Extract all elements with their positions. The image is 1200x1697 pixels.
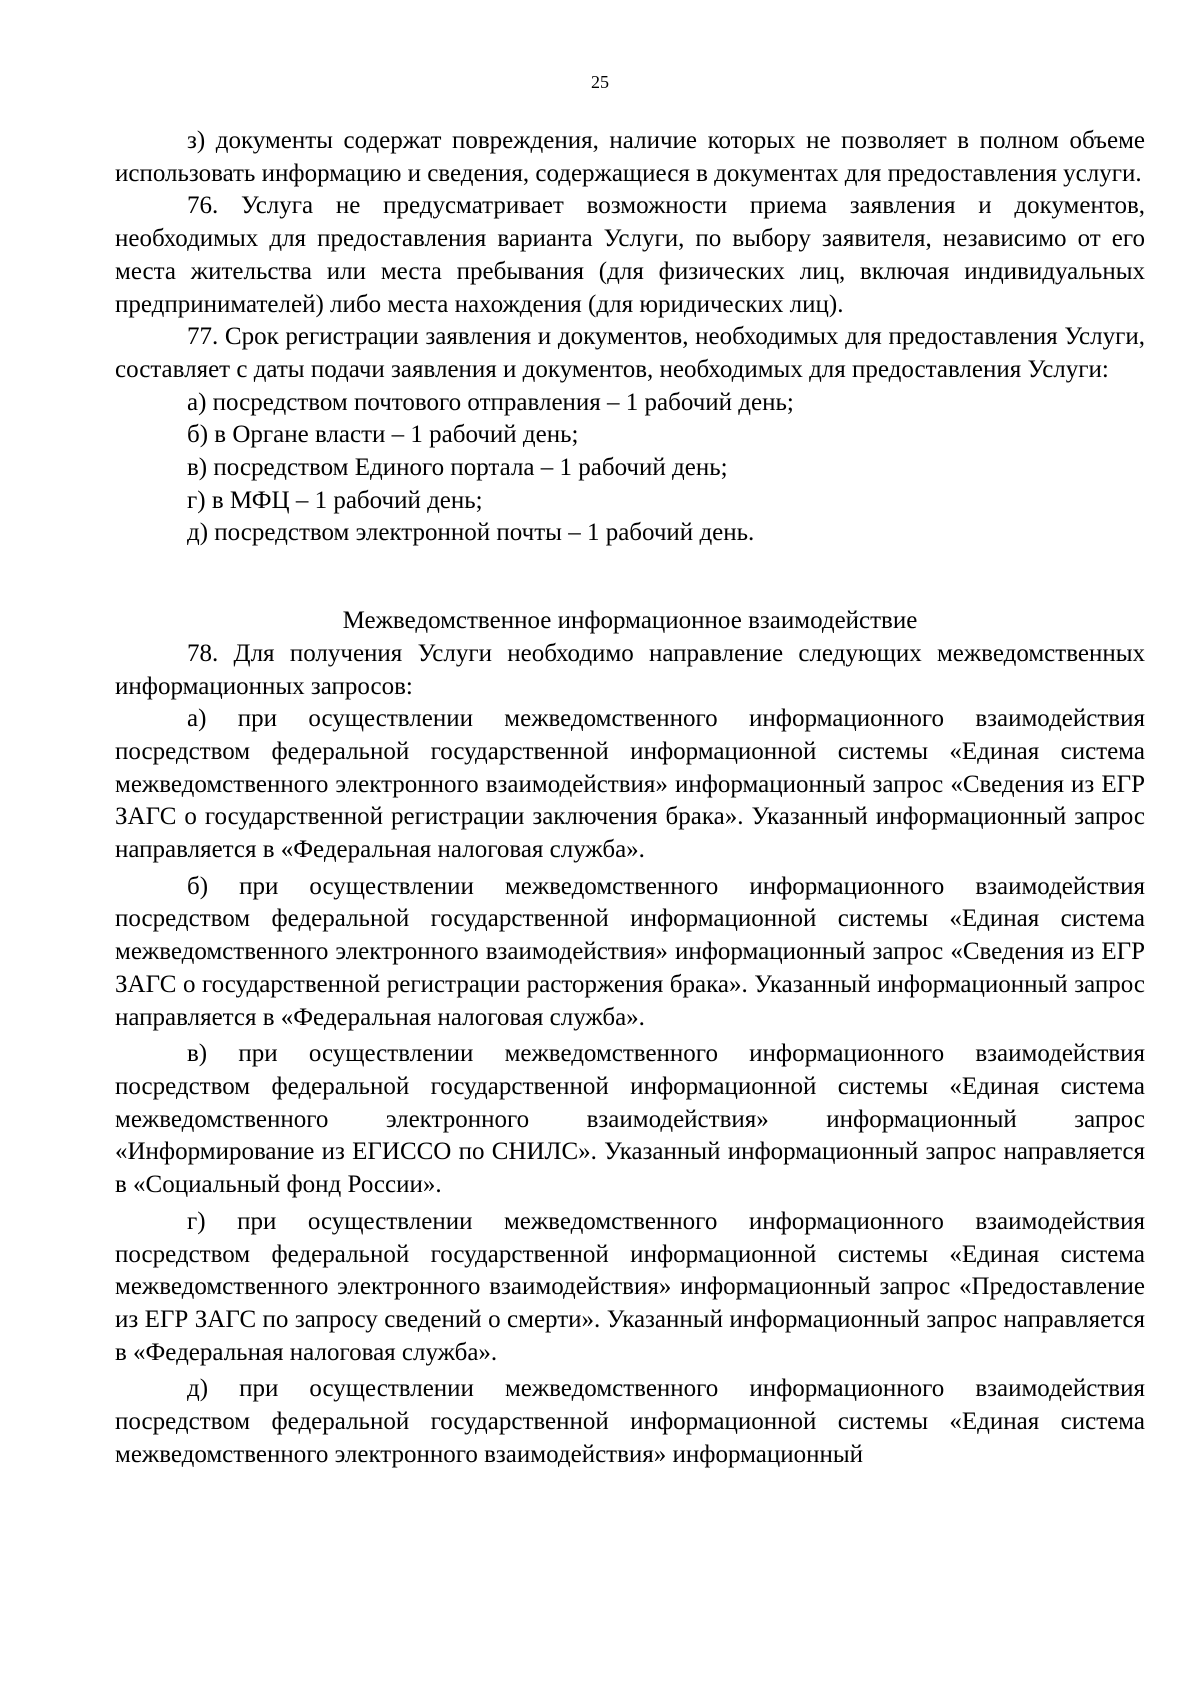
list-item-v: в) посредством Единого портала – 1 рабочий день; [187, 454, 728, 482]
paragraph-77: 77. Срок регистрации заявления и документов, необходимых для предоставления Услуги, составляет с даты подачи заявления и документов, необходимых для предоставления Услуги: [115, 323, 1145, 383]
section-heading: Межведомственное информационное взаимодействие [342, 607, 918, 635]
page-number: 25 [591, 72, 609, 92]
paragraph-78-g: г) при осуществлении межведомственного информационного взаимодействия посредством федеральной государственной информационной системы «Единая система межведомственного электронного взаимодействия» информационный запрос «Предоставление из ЕГР ЗАГС по запросу сведений о смерти». Указанный информационный запрос направляется в «Федеральная налоговая служба». [115, 1207, 1145, 1366]
document-body [115, 125, 1145, 1471]
paragraph-78-b: б) при осуществлении межведомственного информационного взаимодействия посредством федеральной государственной информационной системы «Единая система межведомственного электронного взаимодействия» информационный запрос «Сведения из ЕГР ЗАГС о государственной регистрации расторжения брака». Указанный информационный запрос направляется в «Федеральная налоговая служба». [115, 872, 1145, 1031]
list-item-a: а) посредством почтового отправления – 1 рабочий день; [187, 388, 794, 416]
paragraph-78-v: в) при осуществлении межведомственного информационного взаимодействия посредством федеральной государственной информационной системы «Единая система межведомственного электронного взаимодействия» информационный запрос «Информирование из ЕГИССО по СНИЛС». Указанный информационный запрос направляется в «Социальный фонд России». [115, 1040, 1145, 1199]
paragraph-78-a: а) при осуществлении межведомственного информационного взаимодействия посредством федеральной государственной информационной системы «Единая система межведомственного электронного взаимодействия» информационный запрос «Сведения из ЕГР ЗАГС о государственной регистрации заключения брака». Указанный информационный запрос направляется в «Федеральная налоговая служба». [115, 705, 1145, 864]
paragraph-78: 78. Для получения Услуги необходимо направление следующих межведомственных информационных запросов: [115, 639, 1145, 700]
list-item-d: д) посредством электронной почты – 1 рабочий день. [187, 519, 755, 547]
list-item-g: г) в МФЦ – 1 рабочий день; [187, 486, 483, 514]
paragraph-78-d: д) при осуществлении межведомственного информационного взаимодействия посредством федеральной государственной информационной системы «Единая система межведомственного электронного взаимодействия» информационный [115, 1375, 1145, 1468]
list-item-b: б) в Органе власти – 1 рабочий день; [187, 421, 579, 449]
paragraph-condition-z: з) документы содержат повреждения, наличие которых не позволяет в полном объеме использовать информацию и сведения, содержащиеся в документах для предоставления услуги. [115, 127, 1145, 187]
paragraph-76: 76. Услуга не предусматривает возможности приема заявления и документов, необходимых для предоставления варианта Услуги, по выбору заявителя, независимо от его места жительства или места пребывания (для физических лиц, включая индивидуальных предпринимателей) либо места нахождения (для юридических лиц). [115, 192, 1145, 318]
